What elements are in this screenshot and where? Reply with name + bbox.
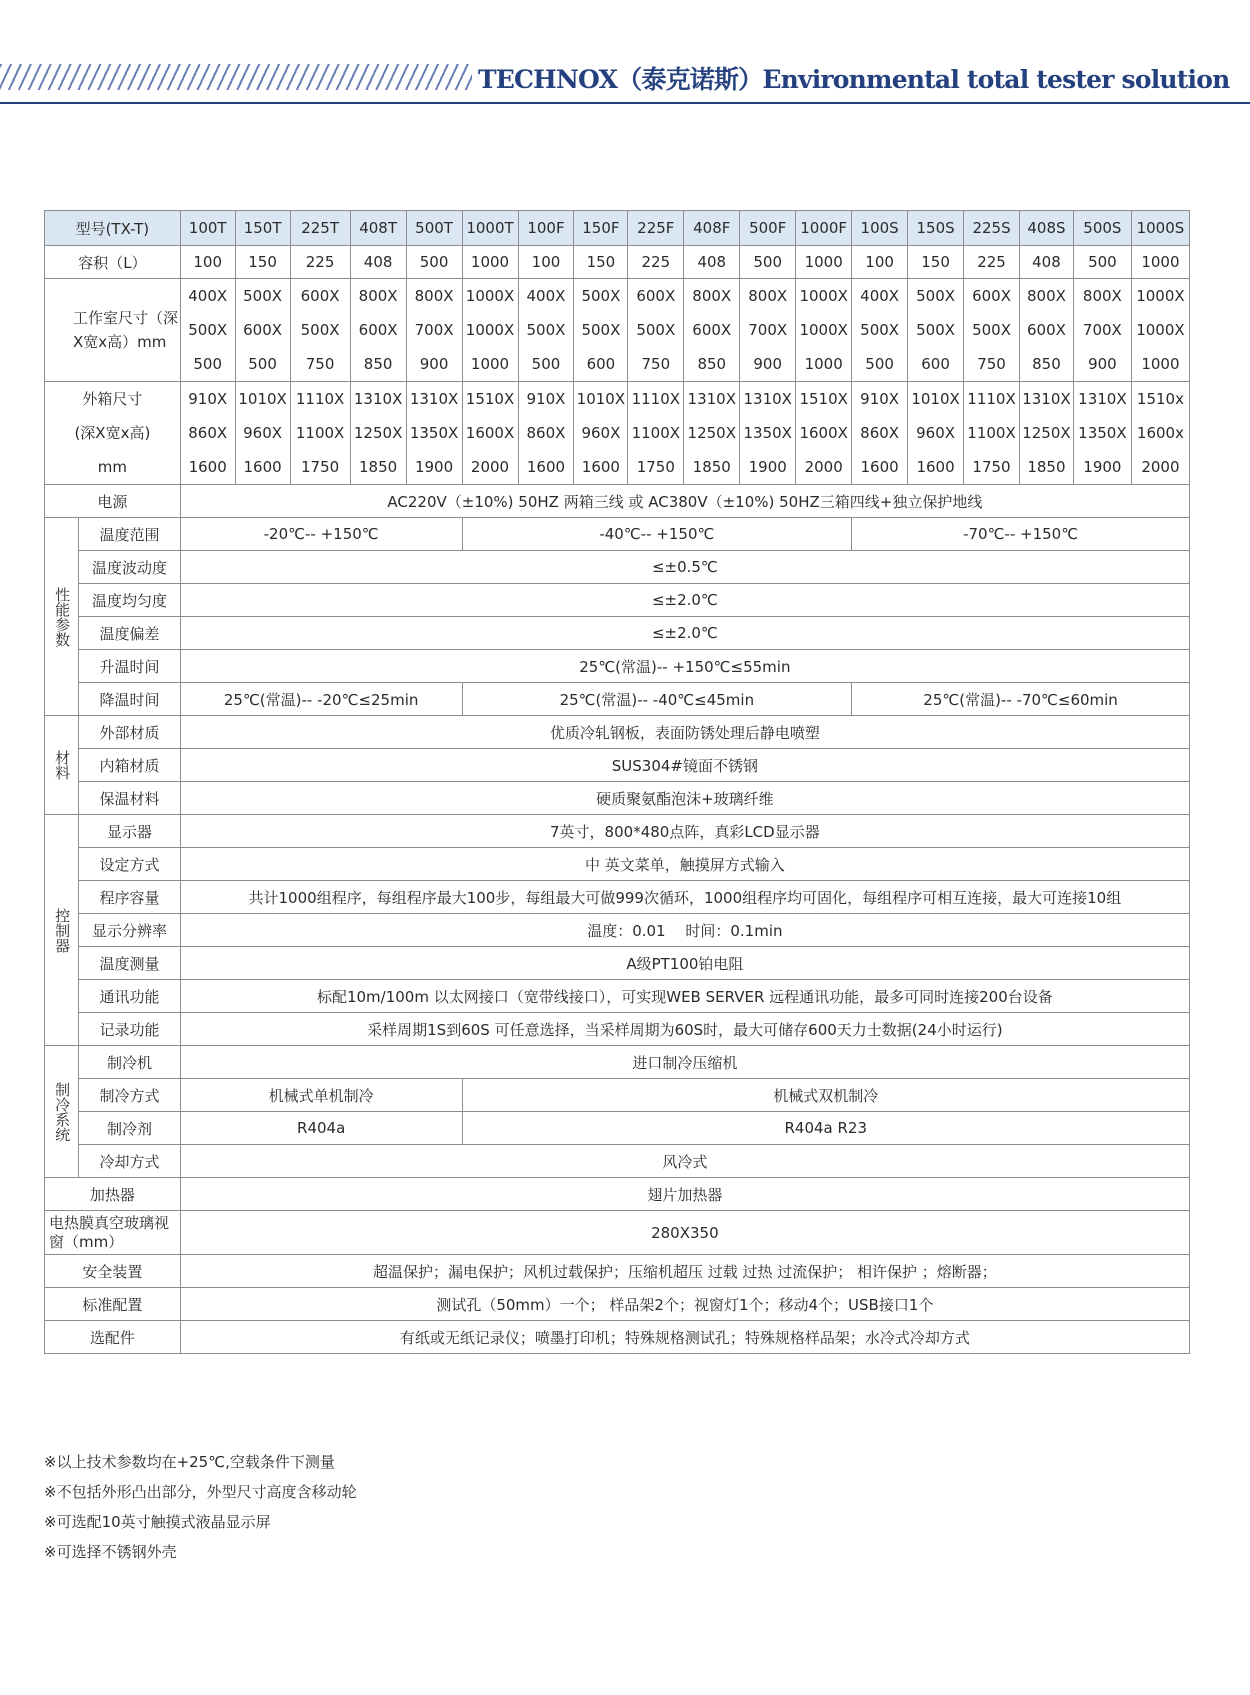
outer-size-cell xyxy=(628,382,684,485)
outer-size-value: 1100X xyxy=(295,424,345,442)
cooling-label: 冷却方式 xyxy=(79,1145,181,1178)
resolution-value: 温度：0.01 时间：0.1min xyxy=(180,914,1189,947)
refrigerant-label: 制冷剂 xyxy=(79,1112,181,1145)
work-size-cell xyxy=(740,279,796,382)
work-size-value: 400X xyxy=(860,287,900,305)
outer-size-value: 1750 xyxy=(972,458,1011,476)
power-label: 电源 xyxy=(45,485,181,518)
model-header: 408F xyxy=(684,211,740,246)
outer-size-value: 1600 xyxy=(243,458,282,476)
volume-cell: 408 xyxy=(350,246,406,279)
temp-range-s: -70℃-- +150℃ xyxy=(852,518,1190,551)
outer-size-value: 1250X xyxy=(687,424,736,442)
outer-size-value: 1110X xyxy=(967,390,1016,408)
display-value: 7英寸，800*480点阵，真彩LCD显示器 xyxy=(180,815,1189,848)
display-label: 显示器 xyxy=(79,815,181,848)
outer-size-cell xyxy=(796,382,852,485)
outer-size-cell xyxy=(235,382,290,485)
category-label: 制冷系统 xyxy=(53,1081,72,1142)
work-size-value: 900 xyxy=(419,355,449,373)
header-rule xyxy=(0,102,1250,104)
volume-cell: 408 xyxy=(684,246,740,279)
outer-size-value: 1310X xyxy=(743,390,792,408)
outer-size-value: 960X xyxy=(243,424,283,442)
uniformity-label: 温度均匀度 xyxy=(79,584,181,617)
fluctuation-value: ≤±0.5℃ xyxy=(180,551,1189,584)
compressor-value: 进口制冷压缩机 xyxy=(180,1046,1189,1079)
footnotes xyxy=(44,1447,357,1567)
outer-size-value: 1310X xyxy=(409,390,459,408)
footnote: ※不包括外形凸出部分，外型尺寸高度含移动轮 xyxy=(44,1483,357,1501)
work-size-value: 1000X xyxy=(465,321,515,339)
outer-size-value: 1100X xyxy=(967,424,1016,442)
outer-size-value: 1750 xyxy=(301,458,340,476)
outer-material-value: 优质冷轧钢板，表面防锈处理后静电喷塑 xyxy=(180,716,1189,749)
volume-cell: 150 xyxy=(574,246,628,279)
outer-size-value: 1310X xyxy=(687,390,736,408)
work-size-value: 500X xyxy=(243,287,283,305)
safety-value: 超温保护；漏电保护；风机过载保护；压缩机超压 过载 过热 过流保护； 相许保护 ；熔断器； xyxy=(180,1255,1189,1288)
communication-label: 通讯功能 xyxy=(79,980,181,1013)
outer-size-value: 2000 xyxy=(1141,458,1180,476)
outer-size-cell xyxy=(462,382,518,485)
volume-cell: 408 xyxy=(1020,246,1074,279)
program-value: 共计1000组程序，每组程序最大100步，每组最大可做999次循环，1000组程序均可固化，每组程序可相互连接，最大可连接10组 xyxy=(180,881,1189,914)
work-size-value: 500 xyxy=(865,355,894,373)
program-label: 程序容量 xyxy=(79,881,181,914)
volume-cell: 500 xyxy=(406,246,462,279)
footnote: ※可选择不锈钢外壳 xyxy=(44,1543,177,1561)
volume-cell: 150 xyxy=(235,246,290,279)
volume-cell: 225 xyxy=(628,246,684,279)
work-size-value: 600X xyxy=(300,287,340,305)
work-size-value: 900 xyxy=(753,355,783,373)
outer-size-cell xyxy=(1020,382,1074,485)
outer-size-value: 1900 xyxy=(414,458,454,476)
refrigerant-dual: R404a R23 xyxy=(462,1112,1189,1145)
work-size-cell xyxy=(462,279,518,382)
work-size-value: 500X xyxy=(916,287,956,305)
outer-size-value: 1250X xyxy=(353,424,403,442)
work-size-value: 850 xyxy=(697,355,727,373)
work-size-value: 700X xyxy=(414,321,454,339)
heater-label: 加热器 xyxy=(45,1178,181,1211)
outer-size-value: 1010X xyxy=(911,390,960,408)
outer-size-cell xyxy=(1131,382,1189,485)
work-size-value: 1000X xyxy=(799,321,848,339)
model-header: 150T xyxy=(235,211,290,246)
outer-size-label-line: 外箱尺寸 xyxy=(82,390,143,408)
measurement-value: A级PT100铂电阻 xyxy=(180,947,1189,980)
model-header: 100S xyxy=(852,211,908,246)
outer-size-cell xyxy=(964,382,1020,485)
outer-size-value: 1110X xyxy=(631,390,681,408)
outer-size-value: 1350X xyxy=(1078,424,1127,442)
outer-size-value: 960X xyxy=(916,424,956,442)
outer-size-cell xyxy=(684,382,740,485)
temp-range-t: -20℃-- +150℃ xyxy=(180,518,462,551)
work-size-value: 500X xyxy=(636,321,676,339)
work-size-value: 700X xyxy=(748,321,788,339)
outer-size-label-line: mm xyxy=(97,458,127,476)
header-hatch-decoration xyxy=(0,64,472,90)
footnote: ※以上技术参数均在+25℃,空载条件下测量 xyxy=(44,1453,335,1471)
outer-size-value: 860X xyxy=(188,424,228,442)
work-size-value: 1000 xyxy=(1141,355,1180,373)
outer-size-value: 1100X xyxy=(631,424,681,442)
category-material xyxy=(45,716,79,815)
standard-config-value: 测试孔（50mm）一个； 样品架2个；视窗灯1个；移动4个；USB接口1个 xyxy=(180,1288,1189,1321)
work-size-value: 500X xyxy=(188,321,228,339)
category-label: 材料 xyxy=(53,750,72,780)
work-size-value: 600 xyxy=(586,355,616,373)
model-header: 100F xyxy=(518,211,574,246)
work-size-value: 400X xyxy=(188,287,228,305)
work-size-value: 1000 xyxy=(470,355,510,373)
work-size-cell xyxy=(1020,279,1074,382)
outer-size-value: 1750 xyxy=(636,458,675,476)
outer-size-value: 910X xyxy=(860,390,900,408)
outer-size-value: 1850 xyxy=(1027,458,1066,476)
outer-size-value: 1850 xyxy=(359,458,398,476)
model-header: 1000T xyxy=(462,211,518,246)
outer-size-label xyxy=(45,382,181,485)
model-label: 型号(TX-T) xyxy=(45,211,181,246)
model-header: 225F xyxy=(628,211,684,246)
work-size-value: 1000X xyxy=(799,287,848,305)
cooling-value: 风冷式 xyxy=(180,1145,1189,1178)
work-size-value: 500 xyxy=(248,355,277,373)
power-value: AC220V（±10%) 50HZ 两箱三线 或 AC380V（±10%) 50HZ三箱四线+独立保护地线 xyxy=(180,485,1189,518)
outer-size-value: 1350X xyxy=(409,424,459,442)
work-size-value: 500X xyxy=(860,321,900,339)
outer-size-value: 1600 xyxy=(581,458,620,476)
work-size-value: 600X xyxy=(243,321,283,339)
outer-size-cell xyxy=(180,382,235,485)
work-size-value: 600X xyxy=(358,321,398,339)
outer-size-value: 1510x xyxy=(1136,390,1184,408)
work-size-cell xyxy=(350,279,406,382)
window-value: 280X350 xyxy=(180,1211,1189,1255)
work-size-cell xyxy=(908,279,964,382)
work-size-cell xyxy=(684,279,740,382)
work-size-value: 750 xyxy=(977,355,1006,373)
model-header: 150F xyxy=(574,211,628,246)
safety-label: 安全装置 xyxy=(45,1255,181,1288)
outer-size-value: 1110X xyxy=(295,390,345,408)
outer-size-value: 1600X xyxy=(465,424,515,442)
refrig-mode-label: 制冷方式 xyxy=(79,1079,181,1112)
volume-cell: 1000 xyxy=(1131,246,1189,279)
model-header: 1000F xyxy=(796,211,852,246)
model-header: 500S xyxy=(1073,211,1131,246)
outer-size-value: 1850 xyxy=(692,458,731,476)
work-size-value: 800X xyxy=(358,287,398,305)
outer-size-value: 910X xyxy=(526,390,566,408)
heatup-value: 25℃(常温)-- +150℃≤55min xyxy=(180,650,1189,683)
work-size-value: 1000X xyxy=(1136,321,1185,339)
measurement-label: 温度测量 xyxy=(79,947,181,980)
outer-size-value: 2000 xyxy=(470,458,510,476)
outer-size-cell xyxy=(518,382,574,485)
heater-value: 翅片加热器 xyxy=(180,1178,1189,1211)
outer-size-value: 1350X xyxy=(743,424,792,442)
outer-size-value: 910X xyxy=(188,390,228,408)
outer-size-value: 1010X xyxy=(576,390,626,408)
model-header: 500T xyxy=(406,211,462,246)
cooldown-f: 25℃(常温)-- -40℃≤45min xyxy=(462,683,852,716)
outer-size-cell xyxy=(1073,382,1131,485)
outer-size-cell xyxy=(290,382,350,485)
category-label: 控制器 xyxy=(53,907,72,953)
work-size-value: 500X xyxy=(300,321,340,339)
work-size-value: 600X xyxy=(1026,321,1066,339)
outer-size-cell xyxy=(908,382,964,485)
compressor-label: 制冷机 xyxy=(79,1046,181,1079)
volume-cell: 100 xyxy=(852,246,908,279)
brand-title: TECHNOX（泰克诺斯）Environmental total tester solution xyxy=(478,65,1230,94)
footnote: ※可选配10英寸触摸式液晶显示屏 xyxy=(44,1513,271,1531)
volume-cell: 150 xyxy=(908,246,964,279)
outer-size-value: 1600 xyxy=(860,458,899,476)
work-size-value: 750 xyxy=(641,355,671,373)
insulation-label: 保温材料 xyxy=(79,782,181,815)
cooldown-t: 25℃(常温)-- -20℃≤25min xyxy=(180,683,462,716)
window-label: 电热膜真空玻璃视窗（mm） xyxy=(45,1211,181,1255)
model-header: 408T xyxy=(350,211,406,246)
outer-size-cell xyxy=(574,382,628,485)
work-size-label: 工作室尺寸（深X宽x高）mm xyxy=(45,279,181,382)
work-size-value: 500X xyxy=(916,321,956,339)
work-size-value: 600X xyxy=(692,321,732,339)
work-size-cell xyxy=(628,279,684,382)
record-value: 采样周期1S到60S 可任意选择，当采样周期为60S时，最大可储存600天力士数据(24小时运行) xyxy=(180,1013,1189,1046)
outer-size-value: 1510X xyxy=(799,390,848,408)
standard-config-label: 标准配置 xyxy=(45,1288,181,1321)
spec-table xyxy=(44,210,1190,1354)
work-size-cell xyxy=(852,279,908,382)
volume-cell: 500 xyxy=(740,246,796,279)
work-size-cell xyxy=(290,279,350,382)
work-size-value: 600 xyxy=(921,355,950,373)
outer-size-cell xyxy=(852,382,908,485)
category-performance xyxy=(45,518,79,716)
category-controller xyxy=(45,815,79,1046)
volume-cell: 1000 xyxy=(796,246,852,279)
work-size-cell xyxy=(964,279,1020,382)
work-size-value: 600X xyxy=(972,287,1011,305)
setting-label: 设定方式 xyxy=(79,848,181,881)
outer-size-value: 1600X xyxy=(799,424,848,442)
cooldown-s: 25℃(常温)-- -70℃≤60min xyxy=(852,683,1190,716)
outer-size-value: 1600 xyxy=(526,458,566,476)
work-size-value: 500X xyxy=(972,321,1011,339)
work-size-value: 800X xyxy=(692,287,732,305)
work-size-value: 500 xyxy=(531,355,561,373)
outer-size-value: 1600x xyxy=(1136,424,1184,442)
work-size-value: 700X xyxy=(1082,321,1122,339)
outer-size-value: 1900 xyxy=(1083,458,1122,476)
volume-cell: 1000 xyxy=(462,246,518,279)
model-header: 225T xyxy=(290,211,350,246)
volume-cell: 100 xyxy=(518,246,574,279)
deviation-label: 温度偏差 xyxy=(79,617,181,650)
work-size-value: 500X xyxy=(581,287,621,305)
work-size-value: 400X xyxy=(526,287,566,305)
work-size-cell xyxy=(180,279,235,382)
model-header: 408S xyxy=(1020,211,1074,246)
refrig-mode-single: 机械式单机制冷 xyxy=(180,1079,462,1112)
work-size-value: 800X xyxy=(1082,287,1122,305)
outer-size-value: 1510X xyxy=(465,390,515,408)
work-size-cell xyxy=(1073,279,1131,382)
volume-cell: 225 xyxy=(290,246,350,279)
work-size-value: 500X xyxy=(581,321,621,339)
record-label: 记录功能 xyxy=(79,1013,181,1046)
work-size-value: 800X xyxy=(1026,287,1066,305)
outer-size-value: 860X xyxy=(860,424,900,442)
volume-cell: 225 xyxy=(964,246,1020,279)
setting-value: 中 英文菜单，触摸屏方式输入 xyxy=(180,848,1189,881)
model-header: 150S xyxy=(908,211,964,246)
outer-size-cell xyxy=(740,382,796,485)
outer-size-value: 1310X xyxy=(1078,390,1127,408)
deviation-value: ≤±2.0℃ xyxy=(180,617,1189,650)
outer-material-label: 外部材质 xyxy=(79,716,181,749)
options-value: 有纸或无纸记录仪；喷墨打印机；特殊规格测试孔；特殊规格样品架；水冷式冷却方式 xyxy=(180,1321,1189,1354)
outer-size-cell xyxy=(350,382,406,485)
work-size-value: 1000X xyxy=(465,287,515,305)
insulation-value: 硬质聚氨酯泡沫+玻璃纤维 xyxy=(180,782,1189,815)
work-size-cell xyxy=(406,279,462,382)
work-size-cell xyxy=(235,279,290,382)
refrig-mode-dual: 机械式双机制冷 xyxy=(462,1079,1189,1112)
work-size-value: 750 xyxy=(305,355,335,373)
work-size-value: 800X xyxy=(414,287,454,305)
volume-cell: 100 xyxy=(180,246,235,279)
temp-range-label: 温度范围 xyxy=(79,518,181,551)
work-size-cell xyxy=(518,279,574,382)
outer-size-value: 1010X xyxy=(238,390,287,408)
model-header: 100T xyxy=(180,211,235,246)
outer-size-value: 2000 xyxy=(804,458,843,476)
model-header: 500F xyxy=(740,211,796,246)
outer-size-cell xyxy=(406,382,462,485)
outer-size-label-line: (深X宽x高) xyxy=(74,424,151,442)
inner-material-value: SUS304#镜面不锈钢 xyxy=(180,749,1189,782)
fluctuation-label: 温度波动度 xyxy=(79,551,181,584)
outer-size-value: 1600 xyxy=(188,458,227,476)
options-label: 选配件 xyxy=(45,1321,181,1354)
model-header: 1000S xyxy=(1131,211,1189,246)
uniformity-value: ≤±2.0℃ xyxy=(180,584,1189,617)
work-size-cell xyxy=(796,279,852,382)
outer-size-value: 1310X xyxy=(1022,390,1071,408)
category-refrigeration xyxy=(45,1046,79,1178)
refrigerant-single: R404a xyxy=(180,1112,462,1145)
volume-cell: 500 xyxy=(1073,246,1131,279)
outer-size-value: 1600 xyxy=(916,458,955,476)
work-size-cell xyxy=(574,279,628,382)
outer-size-value: 860X xyxy=(526,424,566,442)
heatup-label: 升温时间 xyxy=(79,650,181,683)
work-size-value: 600X xyxy=(636,287,676,305)
communication-value: 标配10m/100m 以太网接口（宽带线接口），可实现WEB SERVER 远程通讯功能，最多可同时连接200台设备 xyxy=(180,980,1189,1013)
outer-size-value: 960X xyxy=(581,424,621,442)
work-size-value: 500 xyxy=(193,355,222,373)
category-label: 性能参数 xyxy=(53,586,72,647)
outer-size-value: 1900 xyxy=(748,458,787,476)
cooldown-label: 降温时间 xyxy=(79,683,181,716)
resolution-label: 显示分辨率 xyxy=(79,914,181,947)
outer-size-value: 1250X xyxy=(1022,424,1071,442)
temp-range-f: -40℃-- +150℃ xyxy=(462,518,852,551)
work-size-value: 1000X xyxy=(1136,287,1185,305)
work-size-value: 1000 xyxy=(804,355,843,373)
work-size-value: 850 xyxy=(1032,355,1061,373)
work-size-value: 900 xyxy=(1088,355,1117,373)
outer-size-value: 1310X xyxy=(353,390,403,408)
model-header: 225S xyxy=(964,211,1020,246)
inner-material-label: 内箱材质 xyxy=(79,749,181,782)
work-size-value: 500X xyxy=(526,321,566,339)
volume-label: 容积（L） xyxy=(45,246,181,279)
work-size-value: 850 xyxy=(363,355,393,373)
work-size-value: 800X xyxy=(748,287,788,305)
work-size-cell xyxy=(1131,279,1189,382)
